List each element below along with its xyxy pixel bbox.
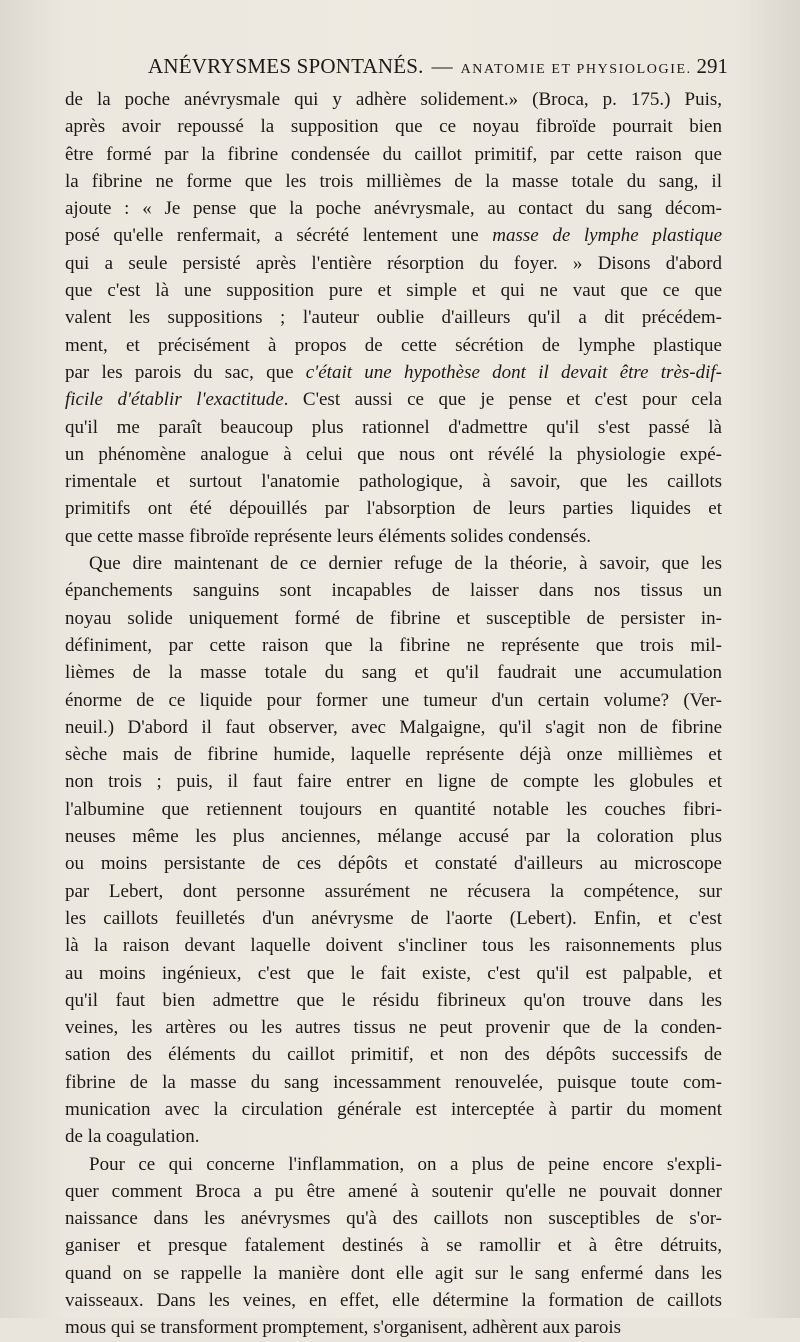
text-line: [65, 195, 722, 222]
text-line: [65, 850, 722, 877]
line-text: sation des éléments du caillot primitif, et non des dépôts successifs de: [65, 1044, 722, 1066]
section-title: ANATOMIE ET PHYSIOLOGIE.: [460, 62, 692, 77]
line-text: ganiser et presque fatalement destinés à se ramollir et à être détruits,: [65, 1235, 722, 1257]
text-line: [65, 304, 722, 331]
text-line: [65, 632, 722, 659]
line-text: que c'est là une supposition pure et simple et qui ne vaut que ce que: [65, 280, 722, 302]
text-line: [65, 277, 722, 304]
line-text: sèche mais de fibrine humide, laquelle représente déjà onze millièmes et: [65, 744, 722, 766]
line-text: de la coagulation.: [65, 1126, 200, 1148]
line-text: de la poche anévrysmale qui y adhère solidement.» (Broca, p. 175.) Puis,: [65, 89, 722, 110]
line-text: l'albumine que retiennent toujours en quantité notable les couches fibri-: [65, 798, 722, 820]
line-text: après avoir repoussé la supposition que ce noyau fibroïde pourrait bien: [65, 116, 722, 138]
line-text: mous qui se transforment promptement, s'organisent, adhèrent aux parois: [65, 1317, 622, 1339]
line-text: là la raison devant laquelle doivent s'incliner tous les raisonnements plus: [65, 935, 722, 957]
text-line: [65, 1314, 722, 1341]
line-text: non trois ; puis, il faut faire entrer en ligne de compte les globules et: [65, 771, 722, 793]
line-text: ajoute : « Je pense que la poche anévrysmale, au contact du sang décom-: [65, 198, 722, 220]
line-text-tail: . C'est aussi ce que je pense et c'est pour cela: [283, 389, 722, 411]
line-text: au moins ingénieux, c'est que le fait existe, c'est qu'il est palpable, et: [65, 962, 722, 984]
text-line: [65, 823, 722, 850]
line-text: la fibrine ne forme que les trois millièmes de la masse totale du sang, il: [65, 170, 722, 192]
text-line: [65, 550, 722, 577]
text-line: [65, 1123, 722, 1150]
text-line: [65, 1178, 722, 1205]
text-line: [65, 659, 722, 686]
text-line: [65, 796, 722, 823]
text-line: [65, 1287, 722, 1314]
line-text: vaisseaux. Dans les veines, en effet, elle détermine la formation de caillots: [65, 1290, 722, 1312]
line-text: être formé par la fibrine condensée du caillot primitif, par cette raison que: [65, 143, 722, 165]
line-text: valent les suppositions ; l'auteur oublie d'ailleurs qu'il a dit précédem-: [65, 307, 722, 329]
text-line: [65, 1014, 722, 1041]
text-line: [65, 1096, 722, 1123]
text-line: [65, 577, 722, 604]
text-line: [65, 1151, 722, 1178]
paragraph: [65, 86, 722, 550]
text-line: [65, 932, 722, 959]
text-line: [65, 1232, 722, 1259]
italic-text: c'était une hypothèse dont il devait être très-dif-: [305, 361, 722, 383]
line-text: ment, et précisément à propos de cette sécrétion de lymphe plastique: [65, 334, 722, 356]
line-text: ou moins persistante de ces dépôts et constaté d'ailleurs au microscope: [65, 853, 722, 875]
line-text: que cette masse fibroïde représente leurs éléments solides condensés.: [65, 525, 592, 547]
line-text: Pour ce qui concerne l'inflammation, on a plus de peine encore s'expli-: [89, 1153, 722, 1175]
line-text: rimentale et surtout l'anatomie pathologique, à savoir, que les caillots: [65, 471, 722, 493]
body-text: [65, 86, 722, 1342]
text-line: [65, 222, 722, 249]
text-line: [65, 495, 722, 522]
text-line: [65, 332, 722, 359]
line-text: énorme de ce liquide pour former une tumeur d'un certain volume? (Ver-: [65, 689, 722, 711]
text-line: [65, 141, 722, 168]
text-line: [65, 714, 722, 741]
header-dash: —: [431, 54, 453, 78]
text-line: [65, 1041, 722, 1068]
running-header: [148, 54, 728, 88]
text-line: [65, 1205, 722, 1232]
text-line: [65, 468, 722, 495]
paragraph: [65, 1151, 722, 1342]
text-line: [65, 414, 722, 441]
text-line: [65, 878, 722, 905]
paragraph: [65, 550, 722, 1151]
line-text: qu'il me paraît beaucoup plus rationnel d'admettre qu'il s'est passé là: [65, 416, 722, 438]
line-text: neuil.) D'abord il faut observer, avec Malgaigne, qu'il s'agit non de fibrine: [65, 716, 722, 738]
line-text: veines, les artères ou les autres tissus ne peut provenir que de la conden-: [65, 1017, 722, 1039]
text-line: [65, 386, 722, 413]
line-text: qu'il faut bien admettre que le résidu fibrineux qu'on trouve dans les: [65, 989, 722, 1011]
line-text: munication avec la circulation générale est interceptée à partir du moment: [65, 1098, 722, 1120]
line-text: qui a seule persisté après l'entière résorption du foyer. » Disons d'abord: [65, 252, 722, 274]
line-text: lièmes de la masse totale du sang et qu'il faudrait une accumulation: [65, 662, 722, 684]
text-line: [65, 1260, 722, 1287]
text-line: [65, 1069, 722, 1096]
italic-text: masse de lymphe plastique: [492, 225, 722, 247]
text-line: [65, 86, 722, 113]
line-text: neuses même les plus anciennes, mélange accusé par la coloration plus: [65, 826, 722, 848]
text-line: [65, 768, 722, 795]
line-text: quer comment Broca a pu être amené à soutenir qu'elle ne pouvait donner: [65, 1180, 722, 1202]
line-text: par les parois du sac, que: [65, 361, 306, 383]
line-text: fibrine de la masse du sang incessamment renouvelée, puisque toute com-: [65, 1071, 722, 1093]
text-line: [65, 905, 722, 932]
line-text: Que dire maintenant de ce dernier refuge de la théorie, à savoir, que les: [89, 553, 722, 575]
text-line: [65, 687, 722, 714]
italic-text: ficile d'établir l'exactitude: [65, 389, 284, 411]
line-text: un phénomène analogue à celui que nous ont révélé la physiologie expé-: [65, 443, 722, 465]
text-line: [65, 168, 722, 195]
text-line: [65, 441, 722, 468]
line-text: par Lebert, dont personne assurément ne récusera la compétence, sur: [65, 880, 722, 902]
running-title: ANÉVRYSMES SPONTANÉS.: [148, 54, 424, 78]
line-text: les caillots feuilletés d'un anévrysme de l'aorte (Lebert). Enfin, et c'est: [65, 907, 722, 929]
line-text: primitifs ont été dépouillés par l'absorption de leurs parties liquides et: [65, 498, 722, 520]
page-number: 291: [696, 54, 728, 78]
line-text: quand on se rappelle la manière dont elle agit sur le sang enfermé dans les: [65, 1262, 722, 1284]
text-line: [65, 960, 722, 987]
line-text: naissance dans les anévrysmes qu'à des caillots non susceptibles de s'or-: [65, 1208, 722, 1230]
text-line: [65, 113, 722, 140]
text-line: [65, 359, 722, 386]
text-line: [65, 605, 722, 632]
text-line: [65, 523, 722, 550]
line-text: noyau solide uniquement formé de fibrine et susceptible de persister in-: [65, 607, 722, 629]
line-text: définiment, par cette raison que la fibrine ne représente que trois mil-: [65, 634, 722, 656]
text-line: [65, 250, 722, 277]
text-line: [65, 987, 722, 1014]
line-text: épanchements sanguins sont incapables de laisser dans nos tissus un: [65, 580, 722, 602]
text-line: [65, 741, 722, 768]
line-text: posé qu'elle renfermait, a sécrété lentement une: [65, 225, 493, 247]
